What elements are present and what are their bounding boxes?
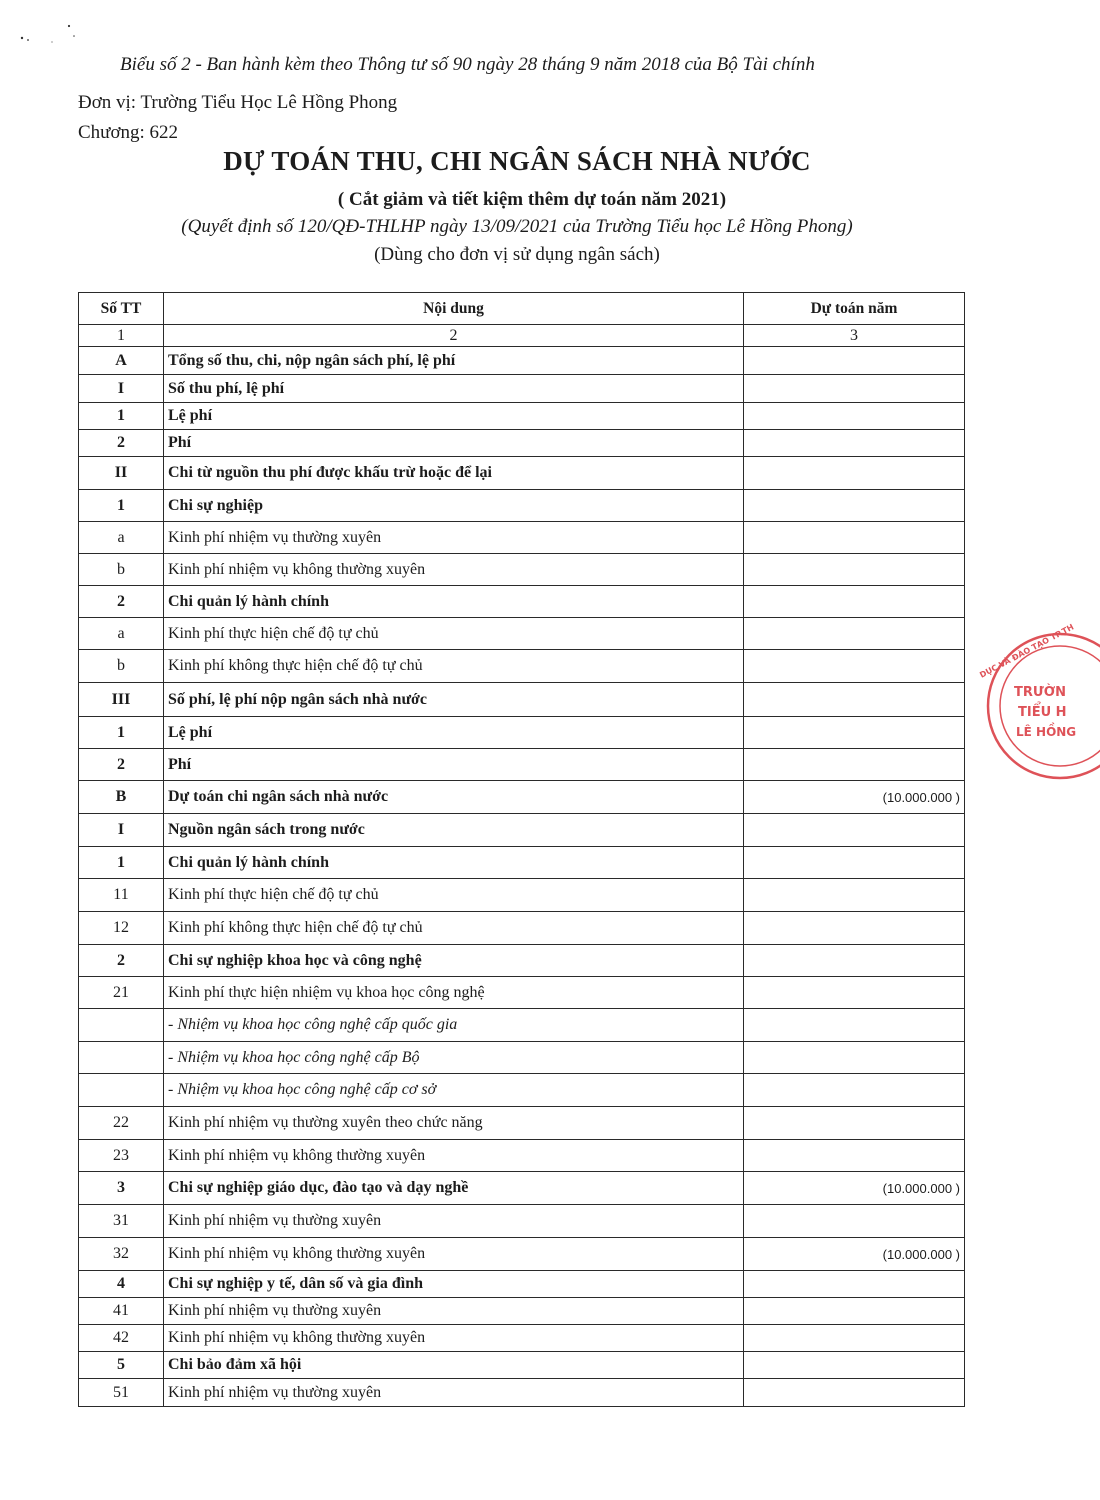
table-row [79,1074,965,1107]
row-content: Kinh phí nhiệm vụ không thường xuyên [164,554,744,586]
table-row [79,430,965,457]
row-content: Nguồn ngân sách trong nước [164,814,744,847]
table-row [79,977,965,1009]
row-content: Tổng số thu, chi, nộp ngân sách phí, lệ phí [164,347,744,375]
table-row [79,945,965,977]
row-stt: B [79,781,164,814]
table-row [79,717,965,749]
row-content: Kinh phí thực hiện nhiệm vụ khoa học công nghệ [164,977,744,1009]
column-header-content: Nội dung [164,293,744,325]
row-stt: b [79,650,164,683]
table-row [79,457,965,490]
row-amount [744,1009,965,1042]
row-content: Lệ phí [164,717,744,749]
budget-table [78,292,965,1407]
row-stt: 41 [79,1298,164,1325]
row-content: Kinh phí nhiệm vụ thường xuyên theo chức năng [164,1107,744,1140]
table-row [79,1271,965,1298]
row-content: Kinh phí không thực hiện chế độ tự chủ [164,912,744,945]
row-amount [744,1379,965,1407]
svg-text:TRƯỜN: TRƯỜN [1014,685,1066,700]
row-amount [744,945,965,977]
row-content: - Nhiệm vụ khoa học công nghệ cấp cơ sở [164,1074,744,1107]
row-amount [744,490,965,522]
row-content: Kinh phí thực hiện chế độ tự chủ [164,879,744,912]
row-content: Kinh phí thực hiện chế độ tự chủ [164,618,744,650]
row-content: Kinh phí nhiệm vụ không thường xuyên [164,1238,744,1271]
usage-note: (Dùng cho đơn vị sử dụng ngân sách) [374,244,660,265]
row-content: Kinh phí không thực hiện chế độ tự chủ [164,650,744,683]
table-row [79,347,965,375]
row-stt: 12 [79,912,164,945]
column-number-row [79,325,965,347]
row-amount [744,1205,965,1238]
table-row [79,1205,965,1238]
decision-reference: (Quyết định số 120/QĐ-THLHP ngày 13/09/2021 của Trường Tiểu học Lê Hồng Phong) [181,216,853,237]
row-stt [79,1074,164,1107]
row-amount [744,1298,965,1325]
row-amount [744,749,965,781]
row-stt: 21 [79,977,164,1009]
row-amount [744,375,965,403]
school-seal [978,622,1100,790]
row-content: Chi từ nguồn thu phí được khấu trừ hoặc để lại [164,457,744,490]
row-stt: 1 [79,717,164,749]
table-row [79,1172,965,1205]
table-row [79,522,965,554]
row-stt: III [79,683,164,717]
budget-table-body [79,325,965,1407]
row-amount [744,618,965,650]
row-amount: (10.000.000 ) [744,781,965,814]
row-content: Chi sự nghiệp y tế, dân số và gia đình [164,1271,744,1298]
table-row [79,1352,965,1379]
table-row [79,1325,965,1352]
row-content: - Nhiệm vụ khoa học công nghệ cấp Bộ [164,1042,744,1074]
row-stt: b [79,554,164,586]
row-content: Kinh phí nhiệm vụ thường xuyên [164,1298,744,1325]
row-amount [744,430,965,457]
row-stt: 1 [79,847,164,879]
form-reference-note: Biểu số 2 - Ban hành kèm theo Thông tư số 90 ngày 28 tháng 9 năm 2018 của Bộ Tài chính [120,54,815,75]
row-content: Kinh phí nhiệm vụ không thường xuyên [164,1325,744,1352]
row-amount: (10.000.000 ) [744,1172,965,1205]
row-stt: 23 [79,1140,164,1172]
row-amount [744,347,965,375]
row-amount [744,457,965,490]
row-content: Chi sự nghiệp khoa học và công nghệ [164,945,744,977]
row-amount [744,522,965,554]
row-content: Kinh phí nhiệm vụ thường xuyên [164,522,744,554]
unit-name: Đơn vị: Trường Tiểu Học Lê Hồng Phong [78,92,398,113]
row-stt: a [79,522,164,554]
row-stt [79,1009,164,1042]
table-row [79,847,965,879]
table-row [79,749,965,781]
row-stt: 11 [79,879,164,912]
scan-artifact [14,18,94,48]
row-stt: a [79,618,164,650]
table-row [79,1298,965,1325]
svg-text:LÊ HỒNG: LÊ HỒNG [1016,725,1077,739]
row-stt: A [79,347,164,375]
row-stt: 2 [79,430,164,457]
row-stt [79,1042,164,1074]
row-content: Phí [164,749,744,781]
row-content: Chi quản lý hành chính [164,847,744,879]
chapter-code: Chương: 622 [78,122,179,143]
row-content: Kinh phí nhiệm vụ không thường xuyên [164,1140,744,1172]
column-number-amount: 3 [744,325,965,347]
row-stt: 2 [79,749,164,781]
row-content: Phí [164,430,744,457]
row-content: Số thu phí, lệ phí [164,375,744,403]
document-title: DỰ TOÁN THU, CHI NGÂN SÁCH NHÀ NƯỚC [223,146,811,176]
column-number-content: 2 [164,325,744,347]
row-content: Kinh phí nhiệm vụ thường xuyên [164,1205,744,1238]
row-amount [744,1107,965,1140]
row-stt: 1 [79,403,164,430]
row-content: Lệ phí [164,403,744,430]
column-number-stt: 1 [79,325,164,347]
row-content: Chi sự nghiệp [164,490,744,522]
row-amount [744,1074,965,1107]
row-stt: 1 [79,490,164,522]
row-stt: 22 [79,1107,164,1140]
row-amount [744,912,965,945]
table-row [79,650,965,683]
row-amount [744,1271,965,1298]
row-amount [744,554,965,586]
table-row [79,1042,965,1074]
table-row [79,490,965,522]
row-amount [744,1325,965,1352]
table-row [79,375,965,403]
row-stt: I [79,375,164,403]
document-subtitle: ( Cắt giảm và tiết kiệm thêm dự toán năm 2021) [337,189,727,210]
row-content: - Nhiệm vụ khoa học công nghệ cấp quốc gia [164,1009,744,1042]
svg-text:DỤC VÀ ĐÀO TẠO TP.TH: DỤC VÀ ĐÀO TẠO TP.TH [978,622,1076,680]
table-row [79,554,965,586]
row-stt: II [79,457,164,490]
row-amount [744,814,965,847]
row-amount [744,1352,965,1379]
row-amount [744,717,965,749]
column-header-stt: Số TT [79,293,164,325]
row-amount [744,879,965,912]
svg-text:TIỂU H: TIỂU H [1018,705,1067,720]
row-amount [744,977,965,1009]
row-content: Chi sự nghiệp giáo dục, đào tạo và dạy nghề [164,1172,744,1205]
row-stt: 2 [79,945,164,977]
row-content: Dự toán chi ngân sách nhà nước [164,781,744,814]
row-stt: 4 [79,1271,164,1298]
row-content: Kinh phí nhiệm vụ thường xuyên [164,1379,744,1407]
row-content: Chi bảo đảm xã hội [164,1352,744,1379]
table-row [79,1238,965,1271]
row-stt: 5 [79,1352,164,1379]
table-row [79,586,965,618]
table-row [79,1009,965,1042]
row-stt: 32 [79,1238,164,1271]
row-amount [744,1140,965,1172]
table-row [79,403,965,430]
table-row [79,879,965,912]
row-content: Chi quản lý hành chính [164,586,744,618]
table-row [79,1379,965,1407]
row-amount [744,1042,965,1074]
row-stt: 42 [79,1325,164,1352]
table-row [79,1107,965,1140]
row-stt: 51 [79,1379,164,1407]
row-amount [744,586,965,618]
row-amount [744,403,965,430]
row-amount [744,650,965,683]
row-stt: 3 [79,1172,164,1205]
table-row [79,683,965,717]
table-row [79,1140,965,1172]
table-row [79,618,965,650]
row-stt: 2 [79,586,164,618]
column-header-amount: Dự toán năm [744,293,965,325]
row-content: Số phí, lệ phí nộp ngân sách nhà nước [164,683,744,717]
table-row [79,912,965,945]
row-stt: 31 [79,1205,164,1238]
table-row [79,814,965,847]
row-amount [744,847,965,879]
table-header-row [79,293,965,325]
row-amount [744,683,965,717]
row-amount: (10.000.000 ) [744,1238,965,1271]
row-stt: I [79,814,164,847]
table-row [79,781,965,814]
